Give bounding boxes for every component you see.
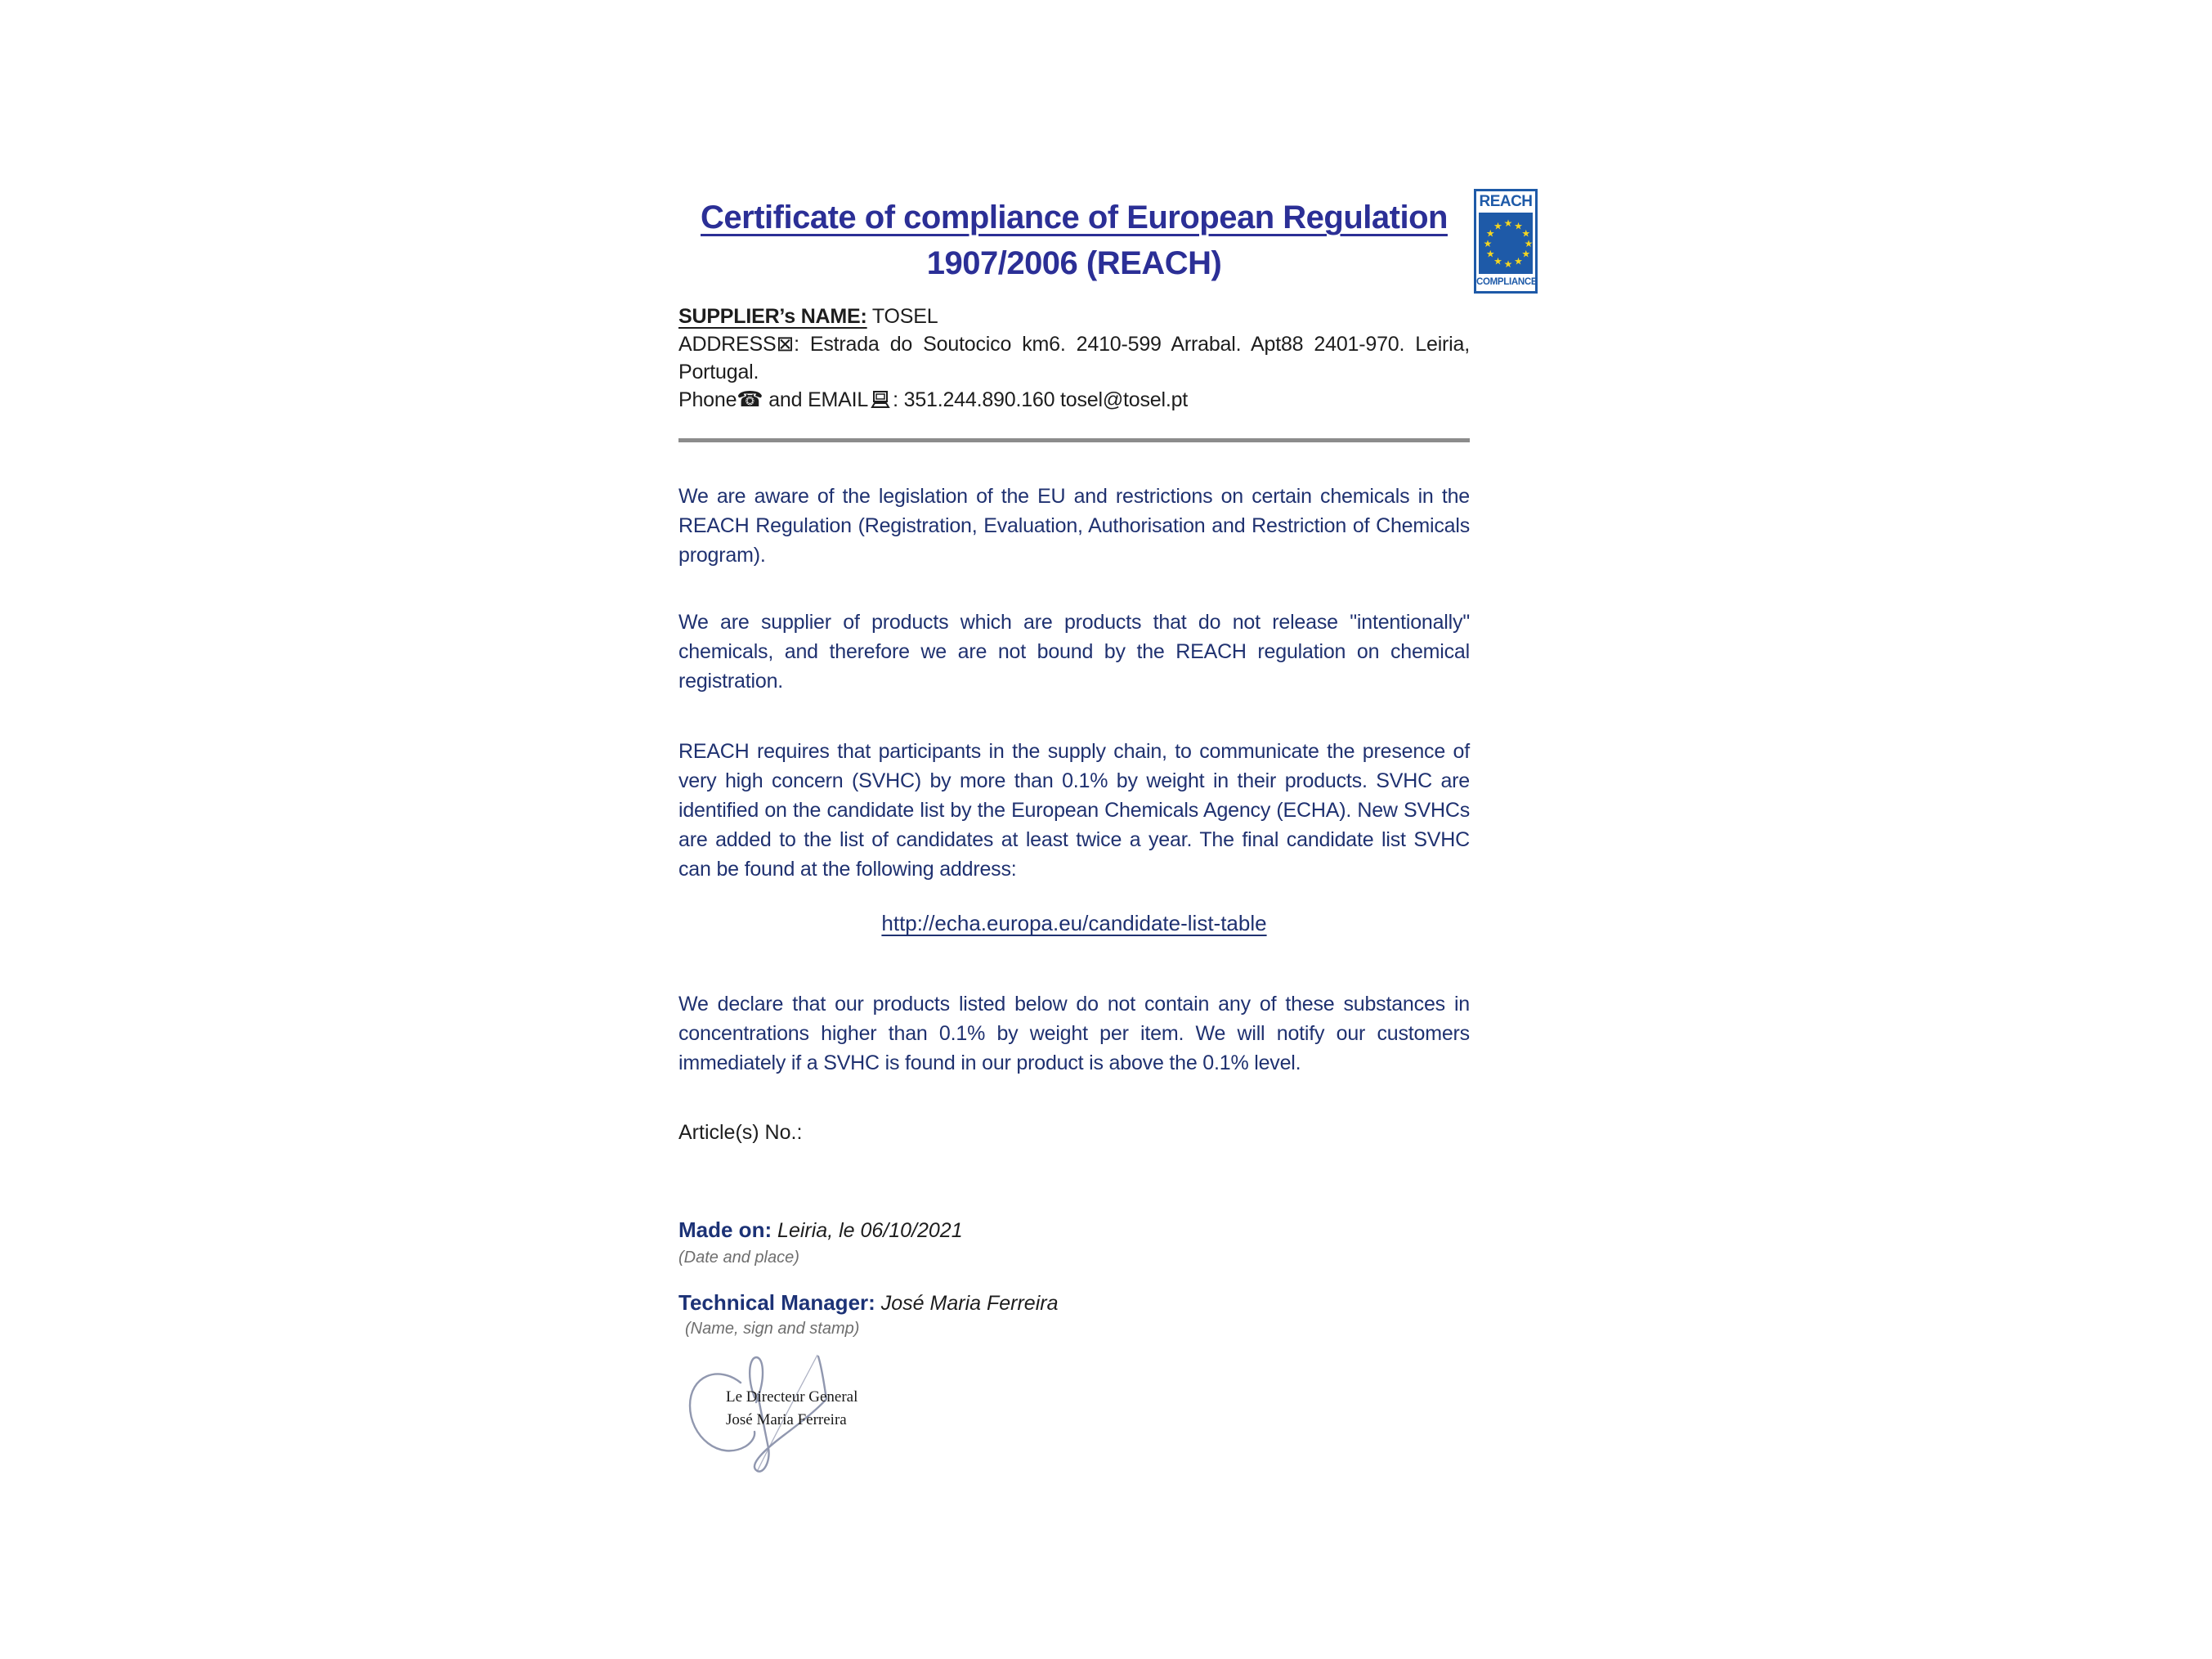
made-on-line xyxy=(678,1216,1470,1244)
compliance-logo-text: COMPLIANCE xyxy=(1476,277,1538,287)
title-line-1: Certificate of compliance of European Regulation xyxy=(701,200,1448,235)
svg-text:★: ★ xyxy=(1503,258,1513,270)
name-sign-stamp-caption: (Name, sign and stamp) xyxy=(685,1320,860,1338)
address-value: : Estrada do Soutocico km6. 2410-599 Arrabal. Apt88 2401-970. Leiria, Portugal. xyxy=(678,333,1470,383)
supplier-contact-line xyxy=(678,386,1470,414)
article-number-label: Article(s) No.: xyxy=(678,1121,803,1144)
supplier-name-line xyxy=(678,303,1470,330)
phone-icon: ☎ xyxy=(737,388,763,412)
candidate-list-link[interactable]: http://echa.europa.eu/candidate-list-table xyxy=(881,911,1267,935)
eu-stars-icon xyxy=(1479,213,1538,275)
paragraph-supplier-declaration: We are supplier of products which are products that do not release "intentionally" chemicals, and therefore we are not bound by the REACH regulation on chemical registration. xyxy=(678,611,1470,693)
signature-block xyxy=(678,1347,924,1494)
page-title xyxy=(678,195,1470,286)
svg-text:★: ★ xyxy=(1483,238,1493,249)
svg-text:★: ★ xyxy=(1514,255,1523,267)
signature-name: José Maria Ferreira xyxy=(726,1411,847,1428)
date-place-caption: (Date and place) xyxy=(678,1249,799,1267)
made-on-label: Made on: xyxy=(678,1217,772,1242)
computer-icon xyxy=(870,390,891,410)
technical-manager-label: Technical Manager: xyxy=(678,1290,875,1315)
envelope-icon: ⊠ xyxy=(776,332,795,356)
svg-text:★: ★ xyxy=(1485,227,1495,240)
reach-logo-text: REACH xyxy=(1479,193,1533,210)
svg-text:★: ★ xyxy=(1485,248,1495,260)
candidate-list-link-row xyxy=(678,907,1470,944)
email-label: and EMAIL xyxy=(763,388,869,411)
phone-label: Phone xyxy=(678,388,737,411)
reach-compliance-logo xyxy=(1474,189,1538,294)
signature-stamp-text xyxy=(726,1386,857,1432)
supplier-name-label: SUPPLIER’s NAME: xyxy=(678,305,867,328)
title-line-2: 1907/2006 (REACH) xyxy=(926,245,1222,281)
svg-text:★: ★ xyxy=(1493,255,1502,267)
paragraph-eu-awareness: We are aware of the legislation of the EU and restrictions on certain chemicals in the REACH Regulation (Registration, Evaluation, Authorisation and Restriction of Chemicals program). xyxy=(678,485,1470,567)
technical-manager-value: José Maria Ferreira xyxy=(875,1292,1059,1315)
made-on-value: Leiria, le 06/10/2021 xyxy=(772,1219,963,1242)
supplier-block xyxy=(678,303,1470,414)
svg-text:★: ★ xyxy=(1521,227,1531,240)
svg-text:★: ★ xyxy=(1493,220,1502,232)
divider-line xyxy=(678,438,1470,442)
contact-value: : 351.244.890.160 tosel@tosel.pt xyxy=(893,388,1189,411)
svg-text:★: ★ xyxy=(1514,220,1523,232)
document-body xyxy=(678,0,1470,1494)
technical-manager-line xyxy=(678,1289,1470,1317)
svg-text:★: ★ xyxy=(1524,238,1534,249)
signature-title: Le Directeur General xyxy=(726,1388,858,1406)
paragraph-svhc-declaration: We declare that our products listed below do not contain any of these substances in concentrations higher than 0.1% by weight per item. We will notify our customers immediately if a SVHC is found in our product is above the 0.1% level. xyxy=(678,993,1470,1074)
supplier-name-value: TOSEL xyxy=(866,305,938,328)
eu-flag xyxy=(1479,213,1533,274)
supplier-address-line xyxy=(678,330,1470,386)
svg-text:★: ★ xyxy=(1503,217,1513,229)
paragraph-reach-requirements: REACH requires that participants in the supply chain, to communicate the presence of very high concern (SVHC) by more than 0.1% by weight in their products. SVHC are identified on the candidate list by the European Chemicals Agency (ECHA). New SVHCs are added to the list of candidates at least twice a year. The final candidate list SVHC can be found at the following address: xyxy=(678,740,1470,881)
address-label: ADDRESS xyxy=(678,333,777,356)
svg-text:★: ★ xyxy=(1521,248,1531,260)
